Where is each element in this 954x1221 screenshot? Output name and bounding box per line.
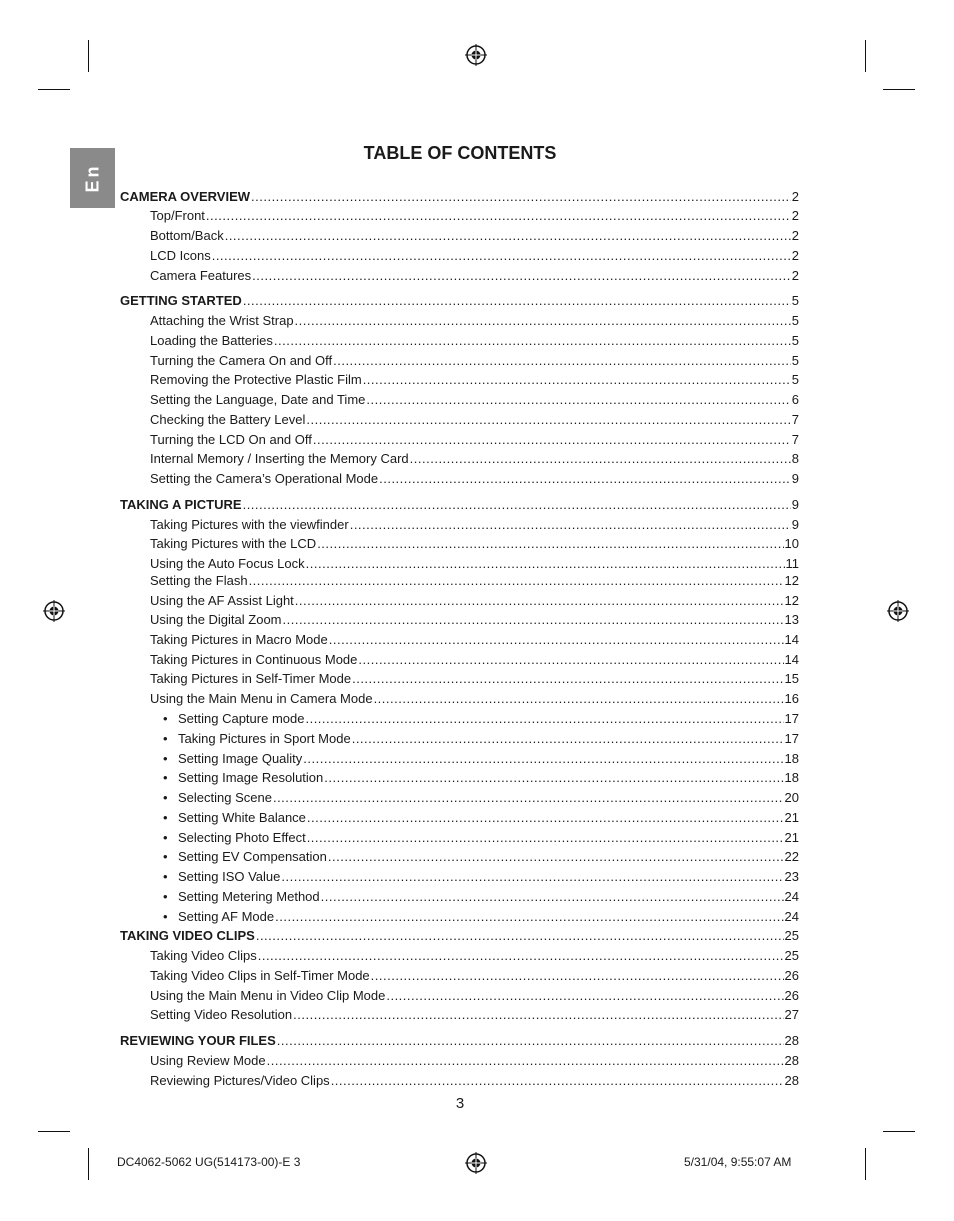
toc-entry-label: CAMERA OVERVIEW: [120, 189, 251, 204]
toc-entry-page: 5: [791, 333, 799, 348]
toc-entry-label: Using the AF Assist Light: [150, 593, 294, 608]
dot-leader: [274, 333, 791, 349]
toc-entry-page: 2: [791, 248, 799, 263]
toc-entry-page: 5: [791, 293, 799, 308]
toc-entry: [163, 849, 799, 865]
bullet: •: [163, 889, 168, 904]
toc-entry-label: Setting Video Resolution: [150, 1007, 293, 1022]
toc-entry-label: Bottom/Back: [150, 228, 224, 243]
toc-entry-page: 28: [784, 1033, 799, 1048]
bullet: •: [163, 869, 168, 884]
toc-entry: [150, 691, 799, 707]
dot-leader: [206, 208, 791, 224]
dot-leader: [363, 372, 791, 388]
toc-section-heading: [120, 497, 799, 513]
toc-entry: [150, 948, 799, 964]
dot-leader: [328, 849, 784, 865]
footer-right: 5/31/04, 9:55:07 AM: [684, 1155, 792, 1169]
toc-entry: [150, 632, 799, 648]
toc-entry-page: 22: [784, 849, 799, 864]
dot-leader: [295, 313, 791, 329]
toc-entry-label: Setting EV Compensation: [178, 849, 327, 864]
dot-leader: [251, 189, 791, 205]
toc-entry-label: Setting Metering Method: [178, 889, 320, 904]
toc-entry-page: 25: [784, 948, 799, 963]
toc-entry-label: Checking the Battery Level: [150, 412, 306, 427]
bullet: •: [163, 790, 168, 805]
toc-entry-label: Taking Pictures in Macro Mode: [150, 632, 328, 647]
dot-leader: [243, 497, 791, 513]
toc-entry-label: Setting White Balance: [178, 810, 306, 825]
toc-entry-page: 18: [784, 751, 799, 766]
toc-entry-label: Setting the Camera’s Operational Mode: [150, 471, 379, 486]
dot-leader: [243, 293, 791, 309]
toc-entry: [150, 208, 799, 224]
dot-leader: [350, 517, 791, 533]
toc-entry: [150, 652, 799, 668]
dot-leader: [295, 593, 784, 609]
toc-entry-page: 5: [791, 353, 799, 368]
toc-entry: [163, 751, 799, 767]
toc-entry: [150, 313, 799, 329]
toc-entry-page: 2: [791, 189, 799, 204]
toc-entry-page: 12: [784, 593, 799, 608]
toc-entry-page: 26: [784, 968, 799, 983]
toc-entry: [150, 671, 799, 687]
toc-entry: [150, 1007, 799, 1023]
dot-leader: [249, 573, 784, 589]
toc-entry-label: TAKING A PICTURE: [120, 497, 242, 512]
toc-section-heading: [120, 189, 799, 205]
toc-entry-label: Using the Digital Zoom: [150, 612, 282, 627]
dot-leader: [307, 830, 784, 846]
toc-entry: [163, 830, 799, 846]
toc-entry: [150, 248, 799, 264]
toc-entry: [163, 790, 799, 806]
toc-entry: [150, 228, 799, 244]
toc-entry: [150, 353, 799, 369]
dot-leader: [333, 353, 791, 369]
toc-entry-page: 10: [784, 536, 799, 551]
toc-entry-label: Setting the Language, Date and Time: [150, 392, 366, 407]
toc-entry-label: GETTING STARTED: [120, 293, 242, 308]
toc-entry-page: 5: [791, 313, 799, 328]
dot-leader: [410, 451, 791, 467]
toc-entry-page: 28: [784, 1073, 799, 1088]
dot-leader: [374, 691, 784, 707]
toc-entry-label: Setting Image Quality: [178, 751, 303, 766]
toc-entry-label: Taking Pictures with the viewfinder: [150, 517, 349, 532]
toc-entry-page: 24: [784, 909, 799, 924]
bullet: •: [163, 751, 168, 766]
dot-leader: [256, 928, 784, 944]
toc-entry-page: 11: [785, 556, 799, 571]
toc-entry-page: 28: [784, 1053, 799, 1068]
dot-leader: [331, 1073, 784, 1089]
toc-entry-label: Turning the Camera On and Off: [150, 353, 333, 368]
dot-leader: [303, 751, 783, 767]
toc-entry-page: 25: [784, 928, 799, 943]
toc-entry-page: 21: [784, 830, 799, 845]
bullet: •: [163, 830, 168, 845]
toc-entry-label: Attaching the Wrist Strap: [150, 313, 294, 328]
dot-leader: [371, 968, 784, 984]
toc-entry: [150, 536, 799, 552]
toc-entry-label: Taking Pictures in Sport Mode: [178, 731, 351, 746]
dot-leader: [321, 889, 784, 905]
dot-leader: [306, 556, 785, 572]
toc-entry: [150, 573, 799, 589]
dot-leader: [324, 770, 783, 786]
toc-entry-label: Removing the Protective Plastic Film: [150, 372, 362, 387]
toc-entry-label: Selecting Photo Effect: [178, 830, 306, 845]
bullet: •: [163, 711, 168, 726]
toc-entry: [150, 392, 799, 408]
toc-entry-label: Reviewing Pictures/Video Clips: [150, 1073, 330, 1088]
toc-entry: [150, 432, 799, 448]
toc-entry-label: Camera Features: [150, 268, 252, 283]
toc-entry: [150, 268, 799, 284]
toc-entry: [150, 556, 799, 572]
toc-entry-page: 13: [784, 612, 799, 627]
dot-leader: [212, 248, 791, 264]
toc-entry-label: Internal Memory / Inserting the Memory Card: [150, 451, 409, 466]
toc-section-heading: [120, 928, 799, 944]
dot-leader: [386, 988, 783, 1004]
dot-leader: [258, 948, 784, 964]
toc-entry-page: 17: [784, 731, 799, 746]
toc-entry-label: LCD Icons: [150, 248, 211, 263]
toc-entry-label: Taking Video Clips: [150, 948, 257, 963]
toc-entry: [150, 1053, 799, 1069]
dot-leader: [305, 711, 783, 727]
toc-entry: [150, 612, 799, 628]
dot-leader: [293, 1007, 783, 1023]
bullet: •: [163, 770, 168, 785]
toc-entry-label: Turning the LCD On and Off: [150, 432, 312, 447]
toc-entry-page: 9: [791, 471, 799, 486]
toc-entry: [150, 593, 799, 609]
toc-section-heading: [120, 293, 799, 309]
toc-entry-page: 9: [791, 497, 799, 512]
toc-entry-page: 8: [791, 451, 799, 466]
toc-entry-label: REVIEWING YOUR FILES: [120, 1033, 276, 1048]
dot-leader: [358, 652, 783, 668]
dot-leader: [225, 228, 791, 244]
bullet: •: [163, 810, 168, 825]
toc-entry: [163, 889, 799, 905]
toc-entry-page: 23: [784, 869, 799, 884]
toc-entry: [150, 1073, 799, 1089]
toc-entry-label: Setting the Flash: [150, 573, 248, 588]
toc-entry-page: 14: [784, 632, 799, 647]
bullet: •: [163, 849, 168, 864]
dot-leader: [273, 790, 784, 806]
dot-leader: [267, 1053, 784, 1069]
toc-entry-label: Taking Pictures in Self-Timer Mode: [150, 671, 352, 686]
toc-entry: [163, 731, 799, 747]
toc-entry: [150, 517, 799, 533]
toc-entry-page: 2: [791, 208, 799, 223]
dot-leader: [379, 471, 791, 487]
dot-leader: [313, 432, 791, 448]
page-title: TABLE OF CONTENTS: [363, 143, 557, 163]
toc-entry-page: 2: [791, 228, 799, 243]
dot-leader: [252, 268, 791, 284]
dot-leader: [281, 869, 783, 885]
toc-entry-label: Using the Main Menu in Video Clip Mode: [150, 988, 386, 1003]
toc-entry-page: 27: [784, 1007, 799, 1022]
toc-entry-label: Setting AF Mode: [178, 909, 275, 924]
toc-entry-label: Using Review Mode: [150, 1053, 266, 1068]
footer-left: DC4062-5062 UG(514173-00)-E 3: [117, 1155, 301, 1169]
dot-leader: [352, 731, 784, 747]
toc-entry: [150, 968, 799, 984]
toc-entry-label: Top/Front: [150, 208, 205, 223]
bullet: •: [163, 731, 168, 746]
toc-entry: [150, 451, 799, 467]
dot-leader: [329, 632, 784, 648]
dot-leader: [352, 671, 783, 687]
dot-leader: [317, 536, 783, 552]
toc-entry-label: TAKING VIDEO CLIPS: [120, 928, 255, 943]
toc-entry-label: Taking Video Clips in Self-Timer Mode: [150, 968, 370, 983]
toc-entry-page: 21: [784, 810, 799, 825]
toc-section-heading: [120, 1033, 799, 1049]
toc-entry: [150, 471, 799, 487]
toc-entry: [163, 770, 799, 786]
dot-leader: [306, 412, 790, 428]
toc-entry: [163, 711, 799, 727]
dot-leader: [307, 810, 784, 826]
toc-entry-page: 16: [784, 691, 799, 706]
toc-entry: [150, 412, 799, 428]
toc-entry-page: 26: [784, 988, 799, 1003]
toc-entry-label: Setting Capture mode: [178, 711, 305, 726]
toc-entry-label: Selecting Scene: [178, 790, 272, 805]
toc-entry-page: 20: [784, 790, 799, 805]
toc-entry-label: Using the Auto Focus Lock: [150, 556, 305, 571]
page-number: 3: [455, 1095, 465, 1112]
toc-entry: [150, 333, 799, 349]
toc-entry-page: 5: [791, 372, 799, 387]
dot-leader: [283, 612, 784, 628]
toc-entry-page: 14: [784, 652, 799, 667]
toc-entry-page: 7: [791, 432, 799, 447]
toc-entry-label: Loading the Batteries: [150, 333, 273, 348]
dot-leader: [277, 1033, 784, 1049]
toc-entry-page: 17: [784, 711, 799, 726]
toc-entry-label: Taking Pictures with the LCD: [150, 536, 317, 551]
toc-entry-page: 24: [784, 889, 799, 904]
toc-entry: [163, 909, 799, 925]
toc-entry-page: 18: [784, 770, 799, 785]
toc-entry-page: 7: [791, 412, 799, 427]
toc-entry: [150, 988, 799, 1004]
language-tab-label: En: [82, 163, 102, 193]
toc-entry-label: Setting ISO Value: [178, 869, 281, 884]
toc-entry-label: Taking Pictures in Continuous Mode: [150, 652, 358, 667]
toc-entry-page: 12: [784, 573, 799, 588]
toc-entry-page: 15: [784, 671, 799, 686]
toc-entry: [150, 372, 799, 388]
toc-entry-page: 9: [791, 517, 799, 532]
dot-leader: [275, 909, 783, 925]
toc-entry-page: 2: [791, 268, 799, 283]
bullet: •: [163, 909, 168, 924]
toc-entry: [163, 869, 799, 885]
toc-entry-label: Using the Main Menu in Camera Mode: [150, 691, 373, 706]
toc-entry: [163, 810, 799, 826]
dot-leader: [366, 392, 790, 408]
toc-entry-label: Setting Image Resolution: [178, 770, 324, 785]
toc-entry-page: 6: [791, 392, 799, 407]
